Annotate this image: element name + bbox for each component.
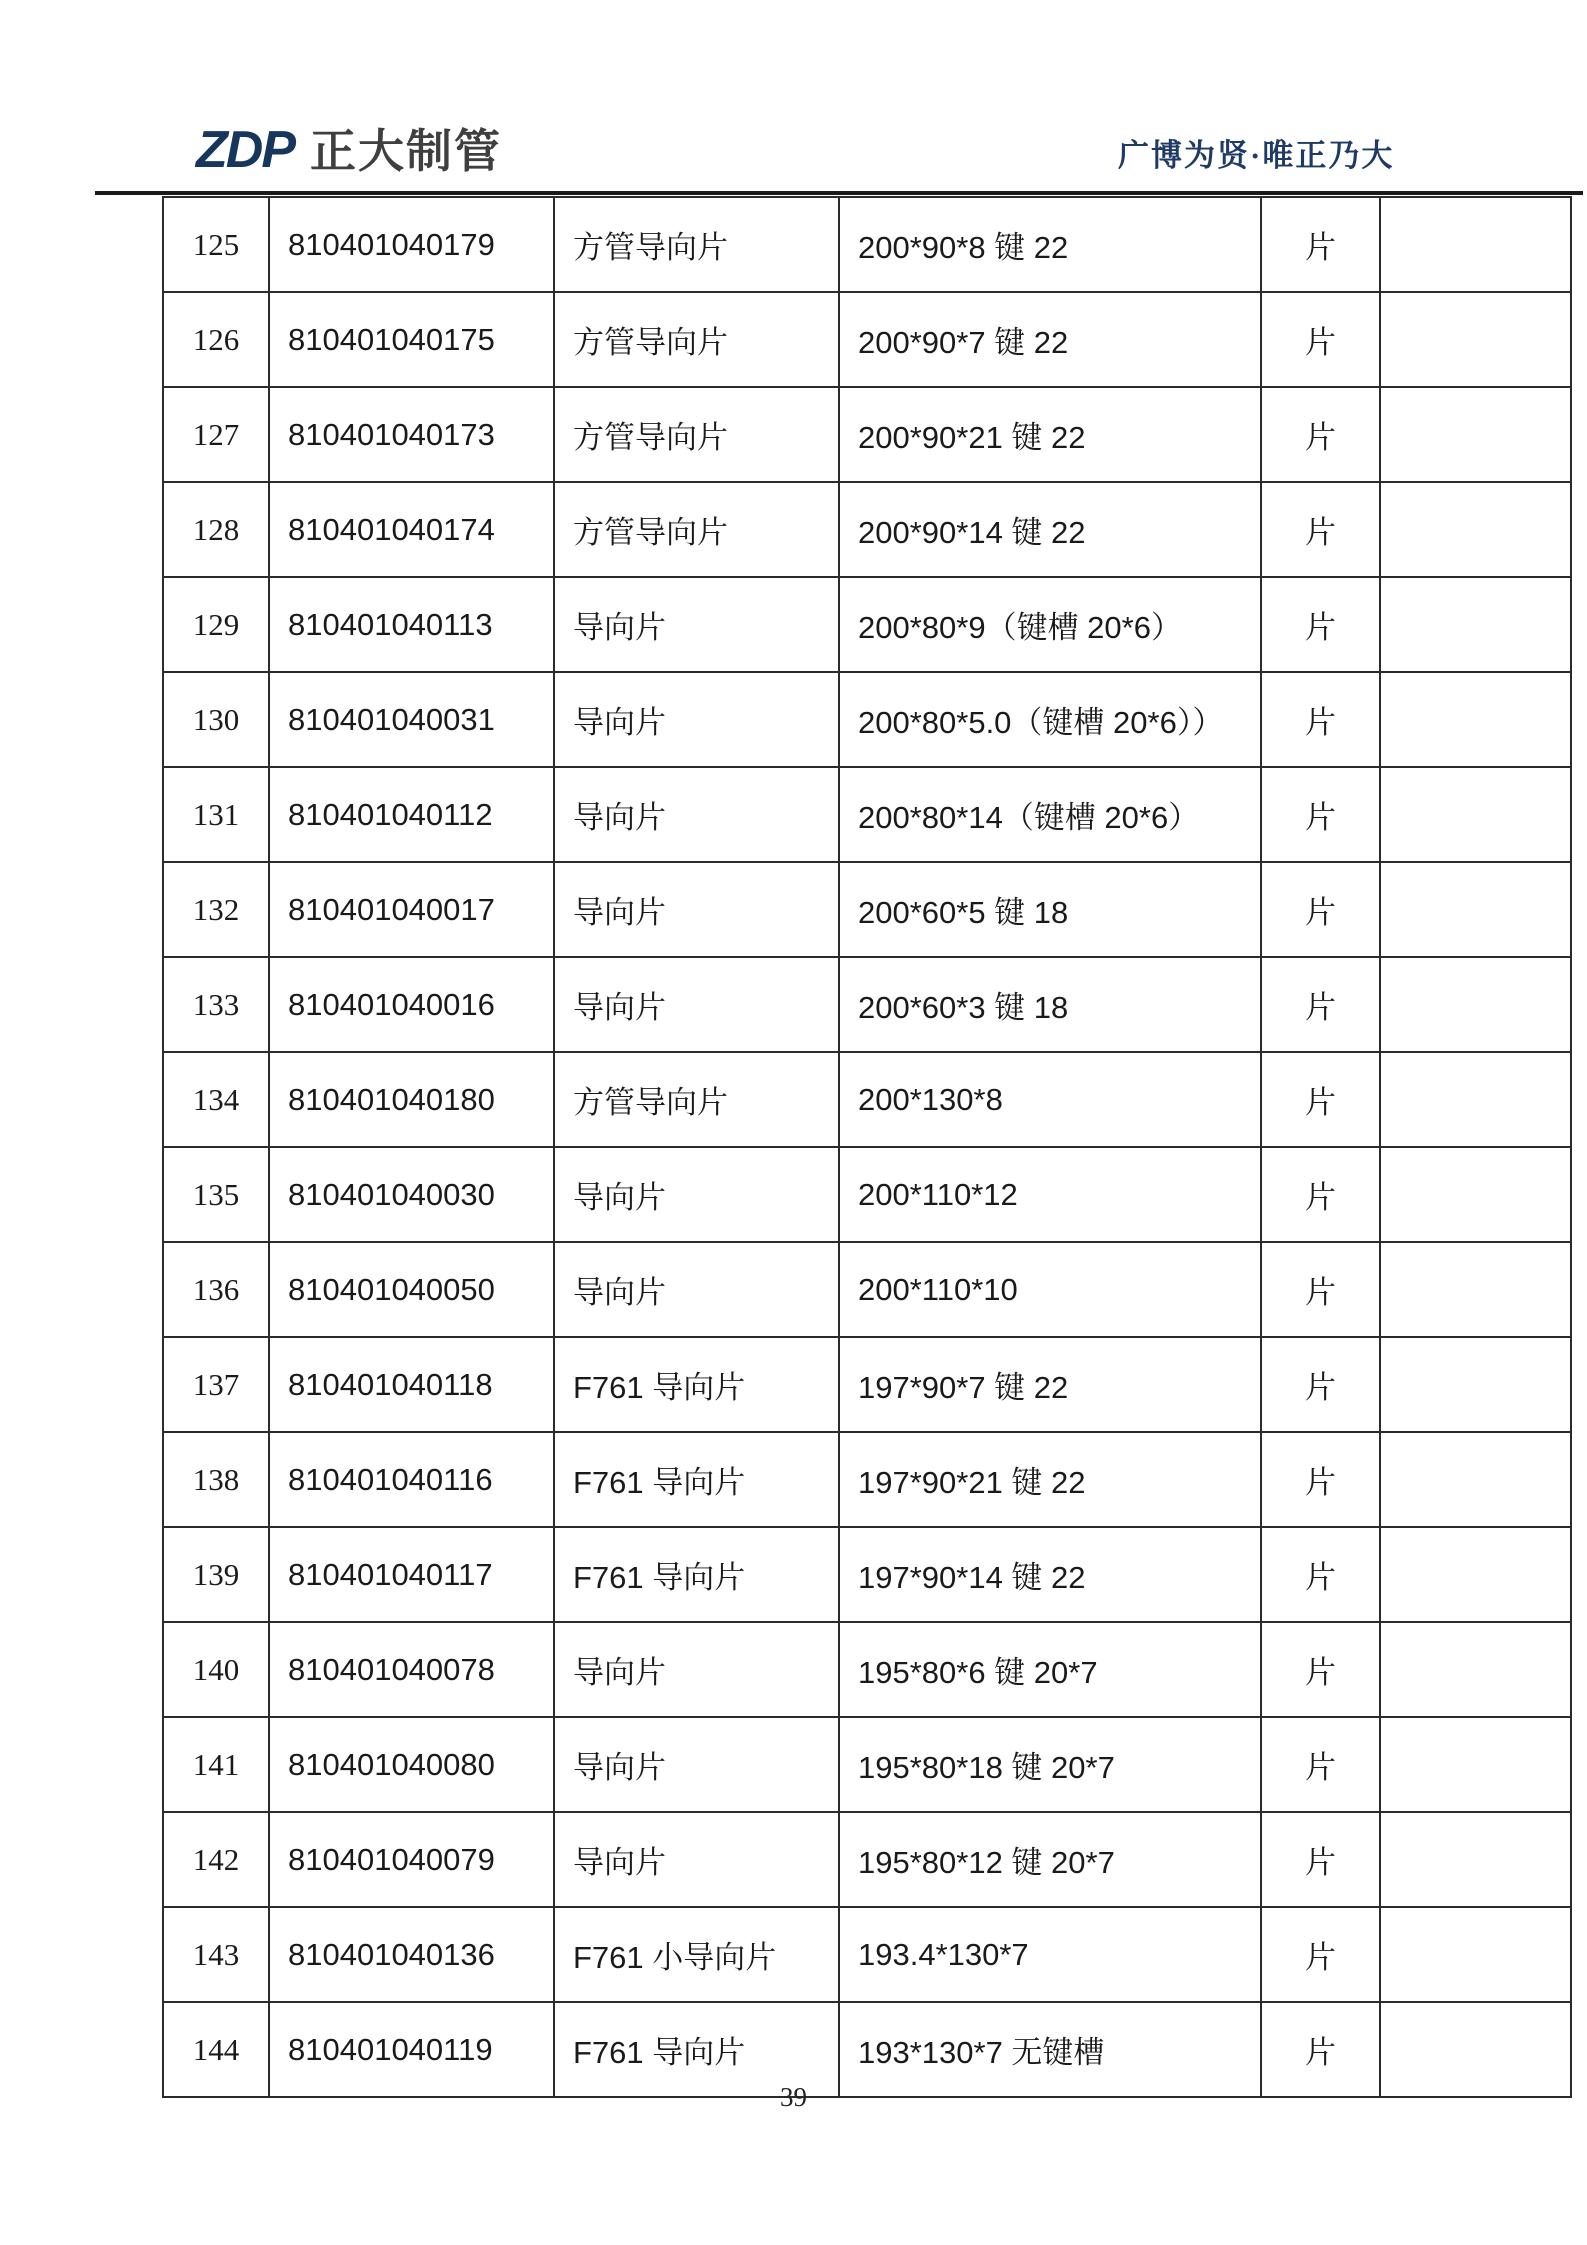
cell-row-number: 129 <box>163 577 269 672</box>
cell-part-spec: 197*90*21 键 22 <box>839 1432 1261 1527</box>
cell-part-code: 810401040173 <box>269 387 554 482</box>
cell-part-spec: 200*90*8 键 22 <box>839 197 1261 292</box>
cell-part-name: 导向片 <box>554 1812 839 1907</box>
cell-unit: 片 <box>1261 862 1380 957</box>
cell-part-name: 方管导向片 <box>554 292 839 387</box>
table-row <box>163 482 1571 577</box>
cell-part-spec: 200*80*9（键槽 20*6） <box>839 577 1261 672</box>
table-row <box>163 767 1571 862</box>
cell-part-spec: 193*130*7 无键槽 <box>839 2002 1261 2097</box>
cell-unit: 片 <box>1261 1717 1380 1812</box>
cell-row-number: 141 <box>163 1717 269 1812</box>
cell-part-code: 810401040078 <box>269 1622 554 1717</box>
table-row <box>163 577 1571 672</box>
cell-unit: 片 <box>1261 767 1380 862</box>
cell-unit: 片 <box>1261 482 1380 577</box>
cell-part-code: 810401040079 <box>269 1812 554 1907</box>
cell-part-code: 810401040179 <box>269 197 554 292</box>
cell-row-number: 139 <box>163 1527 269 1622</box>
cell-part-code: 810401040030 <box>269 1147 554 1242</box>
cell-part-name: 导向片 <box>554 1242 839 1337</box>
cell-remark <box>1380 292 1571 387</box>
cell-part-spec: 200*80*5.0（键槽 20*6）） <box>839 672 1261 767</box>
cell-part-code: 810401040175 <box>269 292 554 387</box>
table-row <box>163 1622 1571 1717</box>
cell-part-name: 方管导向片 <box>554 387 839 482</box>
cell-part-name: F761 导向片 <box>554 2002 839 2097</box>
cell-unit: 片 <box>1261 1432 1380 1527</box>
cell-row-number: 133 <box>163 957 269 1052</box>
cell-row-number: 135 <box>163 1147 269 1242</box>
cell-part-name: F761 导向片 <box>554 1337 839 1432</box>
table-row <box>163 197 1571 292</box>
cell-part-spec: 200*130*8 <box>839 1052 1261 1147</box>
cell-unit: 片 <box>1261 957 1380 1052</box>
cell-part-code: 810401040119 <box>269 2002 554 2097</box>
cell-remark <box>1380 1337 1571 1432</box>
table-row <box>163 1052 1571 1147</box>
cell-row-number: 136 <box>163 1242 269 1337</box>
cell-row-number: 130 <box>163 672 269 767</box>
table-row <box>163 1812 1571 1907</box>
cell-part-code: 810401040116 <box>269 1432 554 1527</box>
cell-part-code: 810401040174 <box>269 482 554 577</box>
cell-part-name: 导向片 <box>554 767 839 862</box>
cell-part-name: F761 导向片 <box>554 1527 839 1622</box>
cell-part-name: 导向片 <box>554 957 839 1052</box>
table-row <box>163 1907 1571 2002</box>
cell-part-name: 导向片 <box>554 672 839 767</box>
cell-remark <box>1380 482 1571 577</box>
cell-part-spec: 200*80*14（键槽 20*6） <box>839 767 1261 862</box>
cell-row-number: 131 <box>163 767 269 862</box>
cell-remark <box>1380 1527 1571 1622</box>
cell-row-number: 132 <box>163 862 269 957</box>
cell-remark <box>1380 767 1571 862</box>
table-row <box>163 957 1571 1052</box>
cell-unit: 片 <box>1261 577 1380 672</box>
cell-remark <box>1380 1622 1571 1717</box>
cell-row-number: 127 <box>163 387 269 482</box>
table-row <box>163 672 1571 767</box>
cell-part-name: 方管导向片 <box>554 482 839 577</box>
cell-remark <box>1380 387 1571 482</box>
cell-remark <box>1380 672 1571 767</box>
cell-unit: 片 <box>1261 197 1380 292</box>
cell-row-number: 144 <box>163 2002 269 2097</box>
cell-remark <box>1380 862 1571 957</box>
cell-row-number: 137 <box>163 1337 269 1432</box>
header-slogan: 广博为贤·唯正乃大 <box>1118 138 1395 173</box>
cell-unit: 片 <box>1261 292 1380 387</box>
header-divider-rule <box>95 191 1583 195</box>
zdp-logo-text: ZDP <box>196 121 294 179</box>
cell-part-spec: 193.4*130*7 <box>839 1907 1261 2002</box>
cell-part-name: F761 小导向片 <box>554 1907 839 2002</box>
cell-remark <box>1380 1242 1571 1337</box>
cell-unit: 片 <box>1261 1052 1380 1147</box>
cell-part-name: 方管导向片 <box>554 197 839 292</box>
cell-part-name: 导向片 <box>554 1147 839 1242</box>
cell-part-code: 810401040118 <box>269 1337 554 1432</box>
cell-unit: 片 <box>1261 1622 1380 1717</box>
cell-part-spec: 200*90*21 键 22 <box>839 387 1261 482</box>
cell-remark <box>1380 197 1571 292</box>
cell-part-name: 导向片 <box>554 577 839 672</box>
cell-remark <box>1380 1147 1571 1242</box>
cell-part-spec: 200*90*7 键 22 <box>839 292 1261 387</box>
cell-part-code: 810401040180 <box>269 1052 554 1147</box>
cell-row-number: 134 <box>163 1052 269 1147</box>
cell-row-number: 142 <box>163 1812 269 1907</box>
cell-part-name: 导向片 <box>554 1717 839 1812</box>
table-row <box>163 1717 1571 1812</box>
cell-remark <box>1380 577 1571 672</box>
table-row <box>163 1527 1571 1622</box>
cell-part-name: F761 导向片 <box>554 1432 839 1527</box>
cell-part-spec: 200*110*10 <box>839 1242 1261 1337</box>
cell-part-spec: 200*60*3 键 18 <box>839 957 1261 1052</box>
parts-table <box>162 196 1572 2098</box>
table-row <box>163 862 1571 957</box>
cell-unit: 片 <box>1261 1907 1380 2002</box>
cell-part-name: 导向片 <box>554 1622 839 1717</box>
cell-part-code: 810401040031 <box>269 672 554 767</box>
cell-unit: 片 <box>1261 1527 1380 1622</box>
cell-part-code: 810401040050 <box>269 1242 554 1337</box>
company-logo <box>196 122 502 178</box>
cell-part-code: 810401040117 <box>269 1527 554 1622</box>
table-row <box>163 1147 1571 1242</box>
cell-remark <box>1380 1432 1571 1527</box>
cell-remark <box>1380 1907 1571 2002</box>
table-row <box>163 292 1571 387</box>
cell-row-number: 143 <box>163 1907 269 2002</box>
table-row <box>163 1432 1571 1527</box>
cell-part-name: 方管导向片 <box>554 1052 839 1147</box>
cell-part-code: 810401040112 <box>269 767 554 862</box>
cell-part-spec: 200*90*14 键 22 <box>839 482 1261 577</box>
cell-remark <box>1380 1052 1571 1147</box>
company-name-text: 正大制管 <box>310 125 502 177</box>
cell-unit: 片 <box>1261 1147 1380 1242</box>
cell-unit: 片 <box>1261 1812 1380 1907</box>
cell-part-spec: 197*90*14 键 22 <box>839 1527 1261 1622</box>
cell-part-spec: 195*80*18 键 20*7 <box>839 1717 1261 1812</box>
cell-row-number: 140 <box>163 1622 269 1717</box>
cell-part-code: 810401040017 <box>269 862 554 957</box>
cell-part-spec: 197*90*7 键 22 <box>839 1337 1261 1432</box>
cell-remark <box>1380 1717 1571 1812</box>
cell-part-spec: 200*60*5 键 18 <box>839 862 1261 957</box>
cell-part-spec: 200*110*12 <box>839 1147 1261 1242</box>
table-row <box>163 1337 1571 1432</box>
cell-row-number: 128 <box>163 482 269 577</box>
cell-part-code: 810401040136 <box>269 1907 554 2002</box>
cell-remark <box>1380 957 1571 1052</box>
table-row <box>163 387 1571 482</box>
cell-part-code: 810401040080 <box>269 1717 554 1812</box>
cell-unit: 片 <box>1261 1242 1380 1337</box>
cell-part-spec: 195*80*12 键 20*7 <box>839 1812 1261 1907</box>
cell-part-code: 810401040016 <box>269 957 554 1052</box>
cell-unit: 片 <box>1261 1337 1380 1432</box>
cell-remark <box>1380 1812 1571 1907</box>
table-row <box>163 1242 1571 1337</box>
cell-unit: 片 <box>1261 387 1380 482</box>
cell-row-number: 138 <box>163 1432 269 1527</box>
cell-part-code: 810401040113 <box>269 577 554 672</box>
cell-row-number: 125 <box>163 197 269 292</box>
cell-part-name: 导向片 <box>554 862 839 957</box>
cell-unit: 片 <box>1261 2002 1380 2097</box>
page-number: 39 <box>780 2082 807 2112</box>
cell-unit: 片 <box>1261 672 1380 767</box>
cell-row-number: 126 <box>163 292 269 387</box>
cell-part-spec: 195*80*6 键 20*7 <box>839 1622 1261 1717</box>
